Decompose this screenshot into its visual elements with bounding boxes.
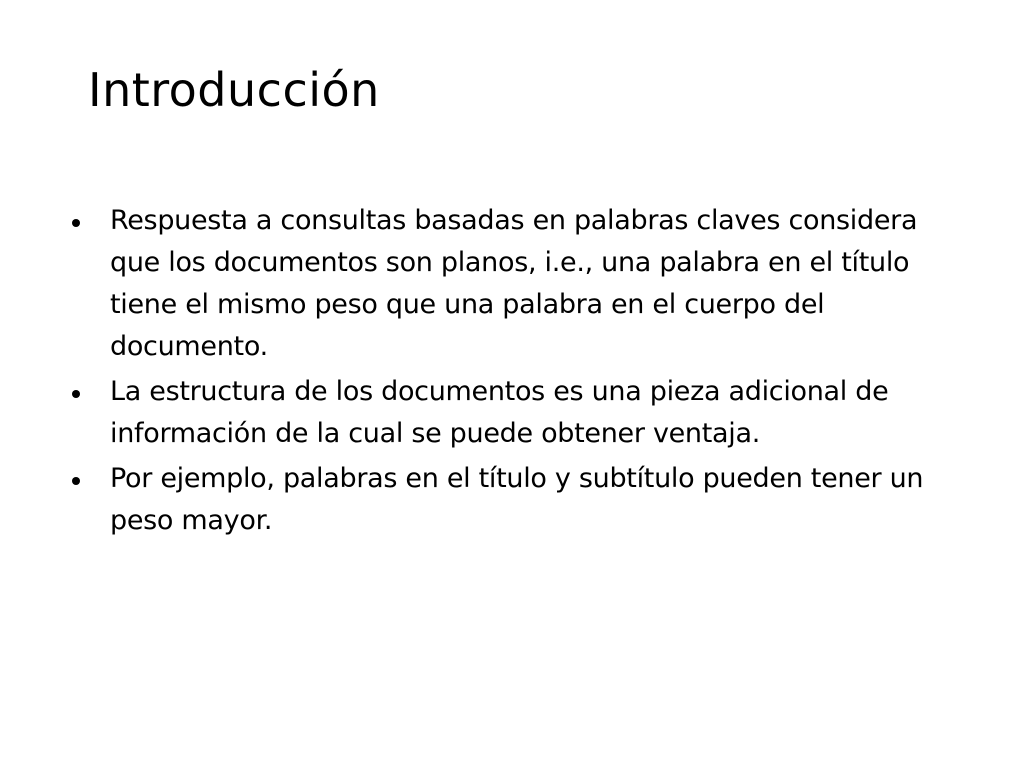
bullet-item	[70, 458, 970, 542]
bullet-item	[70, 371, 970, 455]
bullet-dot-icon	[72, 477, 80, 485]
bullet-dot-icon	[72, 390, 80, 398]
bullet-item	[70, 200, 970, 368]
bullet-list	[70, 200, 970, 545]
bullet-text: Respuesta a consultas basadas en palabras claves considera que los documentos son planos, i.e., una palabra en el título tiene el mismo peso que una palabra en el cuerpo del documento.	[110, 205, 918, 362]
slide-title: Introducción	[88, 63, 380, 117]
bullet-text: Por ejemplo, palabras en el título y subtítulo pueden tener un peso mayor.	[110, 463, 924, 536]
bullet-text: La estructura de los documentos es una pieza adicional de información de la cual se puede obtener ventaja.	[110, 376, 889, 449]
bullet-dot-icon	[72, 219, 80, 227]
